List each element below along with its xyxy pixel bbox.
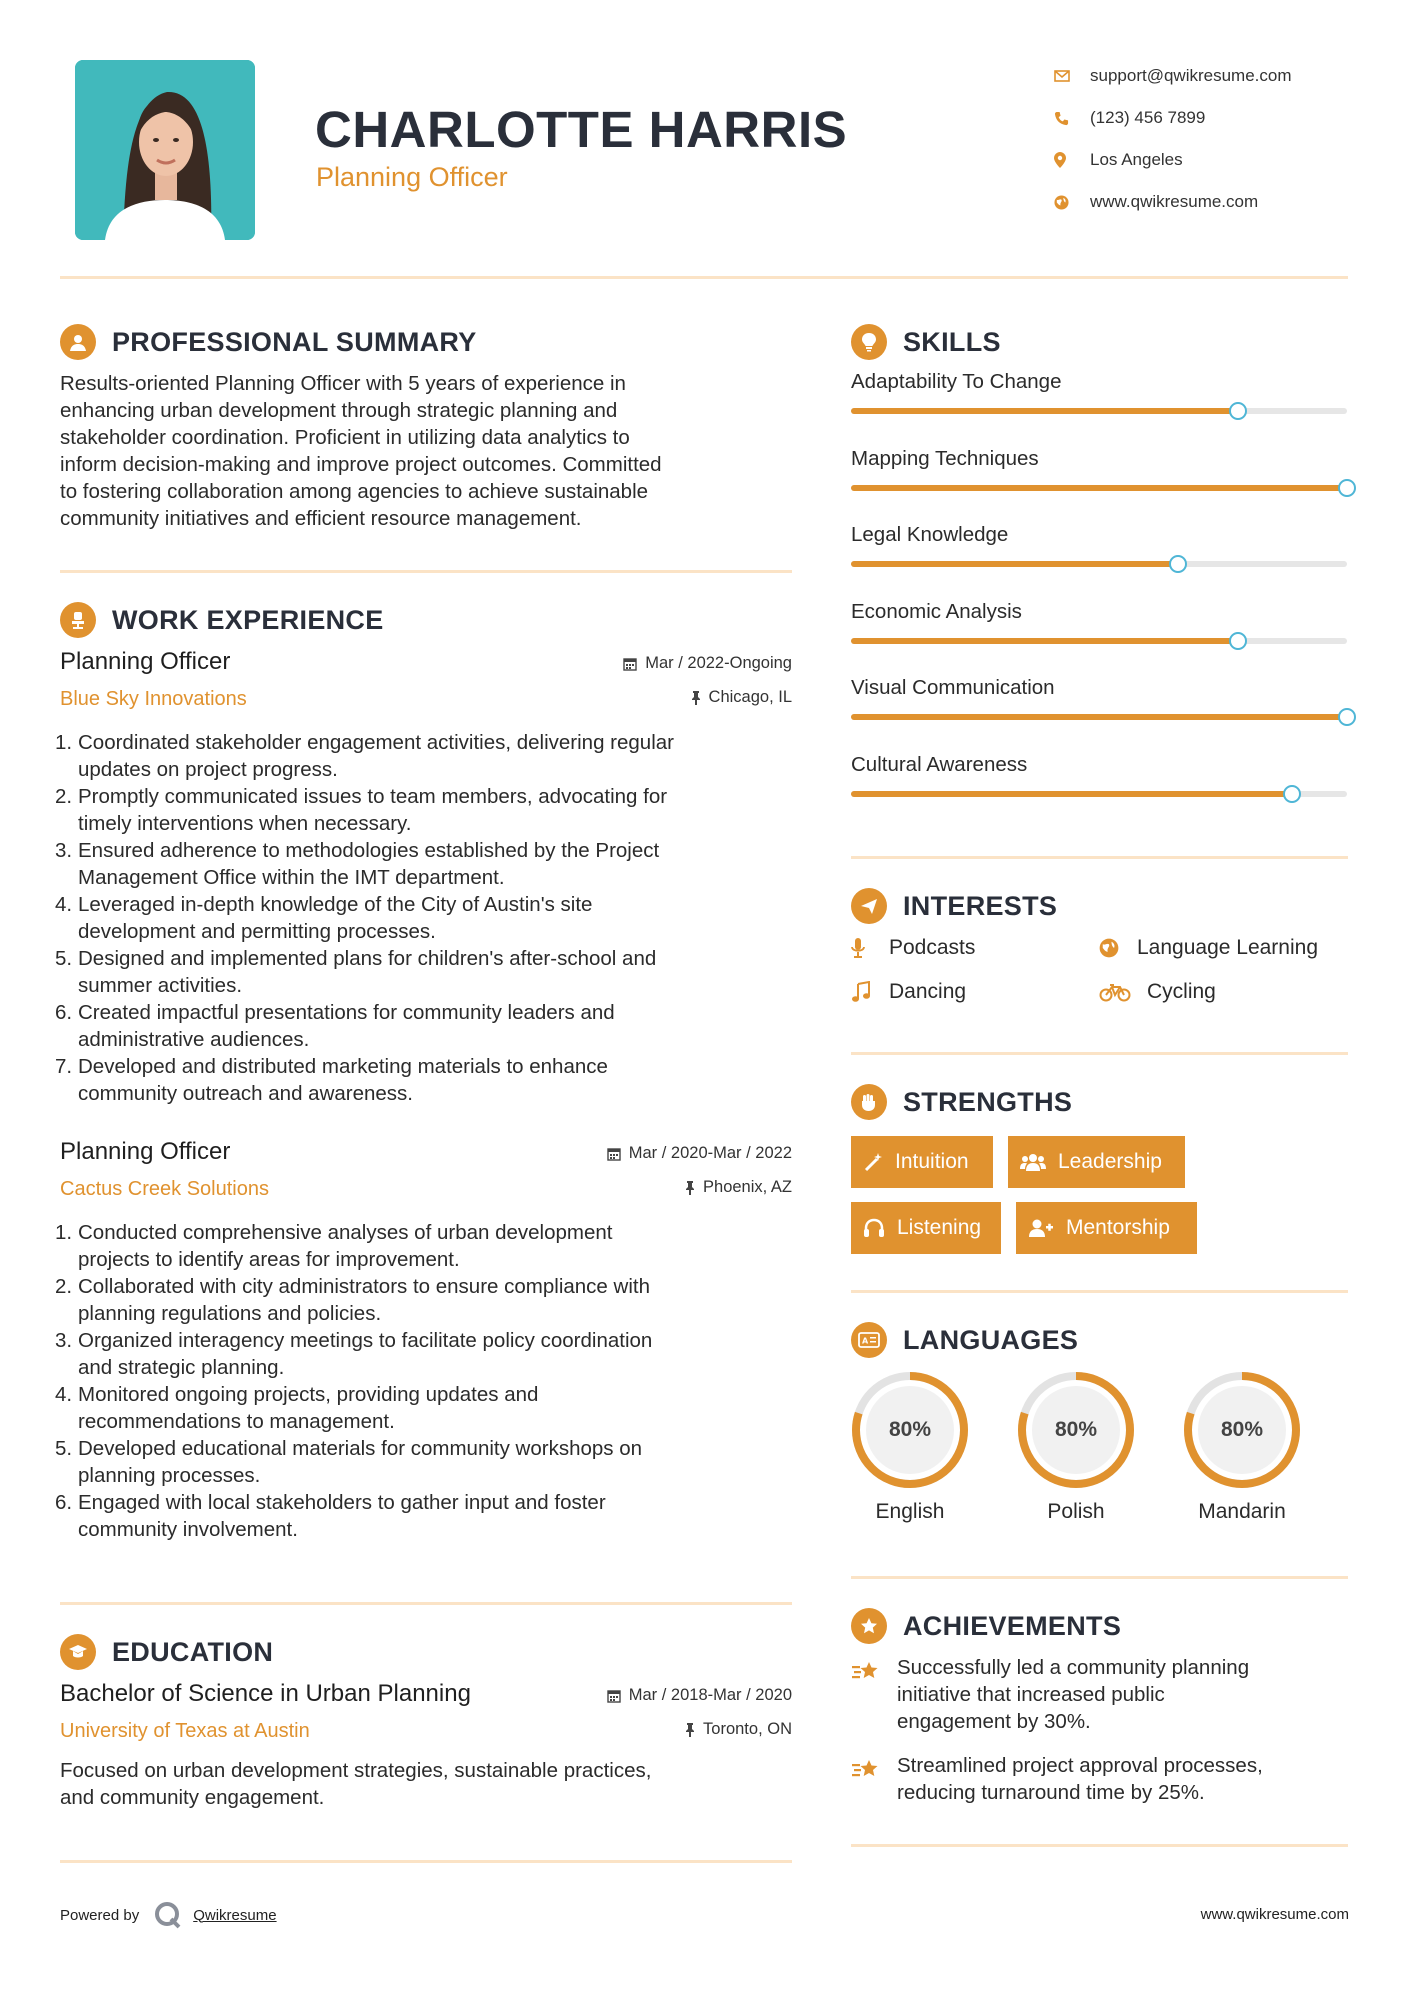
calendar-icon <box>607 1689 621 1703</box>
job-duties <box>55 1219 792 1543</box>
achievements-divider <box>851 1844 1348 1847</box>
strength-chip <box>1008 1136 1185 1188</box>
work-divider <box>60 1602 792 1605</box>
job-duties <box>55 729 792 1107</box>
achievements-heading <box>851 1608 1121 1644</box>
skill-item <box>851 523 1351 547</box>
contact-email-text: support@qwikresume.com <box>1090 66 1292 85</box>
skill-slider-fill <box>851 408 1238 414</box>
interest-item <box>1099 936 1318 960</box>
strength-chip <box>851 1136 993 1188</box>
job-location-text: Phoenix, AZ <box>703 1178 792 1196</box>
job-duty: 3. Organized interagency meetings to facilitate policy coordination and strategic planning. <box>55 1329 653 1379</box>
job-duty: 7. Developed and distributed marketing materials to enhance community outreach and awareness. <box>55 1055 608 1105</box>
skill-slider-fill <box>851 791 1292 797</box>
pushpin-icon <box>685 1723 695 1737</box>
achievement-text: Successfully led a community planning initiative that increased public engagement by 30%. <box>897 1656 1250 1733</box>
language-name: Polish <box>1047 1500 1105 1523</box>
contact-email[interactable] <box>1054 55 1292 97</box>
summary-heading <box>60 324 477 360</box>
language-percent: 80% <box>888 1418 932 1441</box>
summary-line: community initiatives and efficient resource management. <box>60 507 582 530</box>
strength-chip <box>1016 1202 1197 1254</box>
job-duty: 2. Collaborated with city administrators to ensure compliance with planning regulations and policies. <box>55 1275 650 1325</box>
job-date <box>607 1144 792 1163</box>
education-location <box>685 1720 792 1739</box>
skill-label: Adaptability To Change <box>851 370 1062 393</box>
interests-heading <box>851 888 1057 924</box>
job-duty: 3. Ensured adherence to methodologies established by the Project Management Office within the IMT department. <box>55 839 660 889</box>
globe-icon <box>1099 938 1129 958</box>
work-heading-text: WORK EXPERIENCE <box>112 604 384 635</box>
skill-slider[interactable] <box>851 561 1347 567</box>
skill-label: Mapping Techniques <box>851 446 1039 470</box>
education-school: University of Texas at Austin <box>60 1720 310 1742</box>
star-badge-icon <box>851 1608 887 1644</box>
job-date-text: Mar / 2020-Mar / 2022 <box>628 1144 792 1162</box>
skill-slider-fill <box>851 714 1347 720</box>
skill-slider[interactable] <box>851 638 1347 644</box>
qwikresume-link[interactable]: Qwikresume <box>193 1906 277 1924</box>
envelope-icon <box>1054 70 1090 82</box>
map-pin-icon <box>1054 152 1090 168</box>
summary-divider <box>60 570 792 573</box>
globe-icon <box>1054 195 1090 210</box>
education-divider <box>60 1860 792 1863</box>
achievement-item <box>851 1752 1351 1806</box>
summary-line: to fostering collaboration among agencies to achieve sustainable <box>60 480 649 503</box>
interest-label: Language Learning <box>1137 936 1319 959</box>
skill-slider-handle[interactable] <box>1283 785 1301 803</box>
job-duty: 5. Developed educational materials for community workshops on planning processes. <box>55 1437 643 1487</box>
contact-location <box>1054 139 1292 181</box>
language-name: English <box>875 1500 945 1523</box>
education-degree: Bachelor of Science in Urban Planning <box>60 1680 471 1707</box>
education-line: and community engagement. <box>60 1786 325 1809</box>
job-company: Cactus Creek Solutions <box>60 1178 269 1200</box>
headphones-icon <box>863 1218 885 1238</box>
contact-location-text: Los Angeles <box>1090 150 1183 169</box>
calendar-icon <box>607 1147 621 1161</box>
footer-branding <box>60 1900 277 1930</box>
skill-label: Cultural Awareness <box>851 752 1028 776</box>
strength-label: Leadership <box>1058 1150 1162 1173</box>
skill-item <box>851 676 1351 700</box>
summary-line: Results-oriented Planning Officer with 5 years of experience in <box>60 372 626 395</box>
education-description <box>60 1757 792 1811</box>
education-location-text: Toronto, ON <box>703 1720 792 1738</box>
footer-website[interactable]: www.qwikresume.com <box>1200 1906 1349 1923</box>
work-heading <box>60 602 384 638</box>
contact-list <box>1054 55 1292 223</box>
skills-divider <box>851 856 1348 859</box>
bicycle-icon <box>1099 982 1139 1002</box>
graduation-icon <box>60 1634 96 1670</box>
summary-heading-text: PROFESSIONAL SUMMARY <box>112 326 477 357</box>
skill-slider-handle[interactable] <box>1229 632 1247 650</box>
summary-line: enhancing urban development through strategic planning and <box>60 399 618 422</box>
education-date <box>607 1686 792 1705</box>
contact-website-text: www.qwikresume.com <box>1090 192 1259 211</box>
skill-item <box>851 753 1351 777</box>
interest-item <box>851 936 975 960</box>
language-name: Mandarin <box>1198 1500 1286 1523</box>
interest-label: Cycling <box>1147 980 1216 1003</box>
powered-by-text: Powered by <box>60 1906 140 1924</box>
phone-icon <box>1054 111 1090 126</box>
strengths-divider <box>851 1290 1348 1293</box>
interest-item <box>1099 980 1216 1004</box>
skill-slider-handle[interactable] <box>1169 555 1187 573</box>
skill-item <box>851 370 1351 394</box>
skill-slider-handle[interactable] <box>1229 402 1247 420</box>
user-plus-icon <box>1028 1218 1054 1238</box>
profile-photo <box>75 60 255 240</box>
user-icon <box>60 324 96 360</box>
skill-label: Economic Analysis <box>851 599 1022 623</box>
language-item <box>848 1368 972 1524</box>
paper-plane-icon <box>851 888 887 924</box>
strengths-heading-text: STRENGTHS <box>903 1086 1073 1117</box>
job-entry <box>55 648 792 1107</box>
education-date-text: Mar / 2018-Mar / 2020 <box>628 1686 792 1704</box>
strength-label: Listening <box>897 1216 982 1239</box>
interests-divider <box>851 1052 1348 1055</box>
education-entry <box>60 1680 792 1811</box>
strength-label: Intuition <box>895 1150 969 1173</box>
portrait-illustration <box>75 60 255 240</box>
strength-label: Mentorship <box>1066 1216 1170 1239</box>
job-company: Blue Sky Innovations <box>60 688 247 710</box>
skill-slider[interactable] <box>851 485 1347 491</box>
interests-heading-text: INTERESTS <box>903 890 1058 921</box>
skill-slider[interactable] <box>851 791 1347 797</box>
job-date-text: Mar / 2022-Ongoing <box>645 654 792 672</box>
svg-text:A: A <box>862 1336 869 1346</box>
skill-item <box>851 447 1351 471</box>
languages-divider <box>851 1576 1348 1579</box>
pushpin-icon <box>685 1181 695 1195</box>
language-item <box>1180 1368 1304 1524</box>
summary-text <box>60 370 800 532</box>
job-date <box>623 654 792 673</box>
shooting-star-icon <box>851 1752 897 1806</box>
education-heading-text: EDUCATION <box>112 1636 274 1667</box>
music-note-icon <box>851 981 881 1003</box>
language-item <box>1014 1368 1138 1524</box>
languages-heading-text: LANGUAGES <box>903 1324 1079 1355</box>
header-divider <box>60 276 1348 279</box>
shooting-star-icon <box>851 1654 897 1735</box>
skill-slider[interactable] <box>851 714 1347 720</box>
language-card-icon <box>851 1322 887 1358</box>
contact-phone-text: (123) 456 7899 <box>1090 108 1206 127</box>
skill-label: Visual Communication <box>851 676 1055 699</box>
skills-heading-text: SKILLS <box>903 326 1001 357</box>
strengths-heading <box>851 1084 1072 1120</box>
candidate-title: Planning Officer <box>316 162 508 192</box>
job-duty: 1. Coordinated stakeholder engagement activities, delivering regular updates on project progress. <box>55 731 674 781</box>
language-percent: 80% <box>1054 1418 1098 1441</box>
job-role: Planning Officer <box>60 648 231 675</box>
chair-icon <box>60 602 96 638</box>
achievement-text: Streamlined project approval processes, reducing turnaround time by 25%. <box>897 1754 1263 1804</box>
contact-website[interactable] <box>1054 181 1292 223</box>
job-duty: 4. Leveraged in-depth knowledge of the City of Austin's site development and permitting processes. <box>55 893 593 943</box>
skill-slider-fill <box>851 638 1238 644</box>
skill-label: Legal Knowledge <box>851 523 1009 546</box>
skill-slider-handle[interactable] <box>1338 708 1356 726</box>
interest-label: Podcasts <box>889 936 976 959</box>
calendar-icon <box>623 657 637 671</box>
job-duty: 2. Promptly communicated issues to team members, advocating for timely interventions when necessary. <box>55 785 668 835</box>
magic-wand-icon <box>863 1152 883 1172</box>
summary-line: inform decision-making and improve project outcomes. Committed <box>60 453 662 476</box>
education-heading <box>60 1634 273 1670</box>
education-line: Focused on urban development strategies, sustainable practices, <box>60 1759 652 1782</box>
microphone-icon <box>851 937 881 959</box>
pushpin-icon <box>691 691 701 705</box>
job-duty: 1. Conducted comprehensive analyses of urban development projects to identify areas for improvement. <box>55 1221 613 1271</box>
summary-line: stakeholder coordination. Proficient in utilizing data analytics to <box>60 426 630 449</box>
achievements-heading-text: ACHIEVEMENTS <box>903 1610 1122 1641</box>
job-location <box>685 1178 792 1197</box>
skill-slider-fill <box>851 561 1178 567</box>
skill-slider-fill <box>851 485 1347 491</box>
job-location-text: Chicago, IL <box>708 688 792 706</box>
job-role: Planning Officer <box>60 1138 231 1165</box>
job-entry <box>55 1138 792 1543</box>
users-icon <box>1020 1152 1046 1172</box>
lightbulb-icon <box>851 324 887 360</box>
skill-slider[interactable] <box>851 408 1347 414</box>
achievement-item <box>851 1654 1351 1735</box>
interest-label: Dancing <box>889 980 967 1003</box>
job-duty: 4. Monitored ongoing projects, providing updates and recommendations to management. <box>55 1383 539 1433</box>
fist-icon <box>851 1084 887 1120</box>
contact-phone[interactable] <box>1054 97 1292 139</box>
language-percent: 80% <box>1220 1418 1264 1441</box>
strength-chip <box>851 1202 1001 1254</box>
qwikresume-logo-icon <box>153 1900 183 1930</box>
candidate-name: CHARLOTTE HARRIS <box>315 101 848 158</box>
job-location <box>691 688 792 707</box>
job-duty: 6. Engaged with local stakeholders to gather input and foster community involvement. <box>55 1491 606 1541</box>
interest-item <box>851 980 966 1004</box>
skill-slider-handle[interactable] <box>1338 479 1356 497</box>
skill-item <box>851 600 1351 624</box>
job-duty: 5. Designed and implemented plans for children's after-school and summer activities. <box>55 947 657 997</box>
skills-heading <box>851 324 1001 360</box>
languages-heading <box>851 1322 1078 1358</box>
job-duty: 6. Created impactful presentations for community leaders and administrative audiences. <box>55 1001 615 1051</box>
